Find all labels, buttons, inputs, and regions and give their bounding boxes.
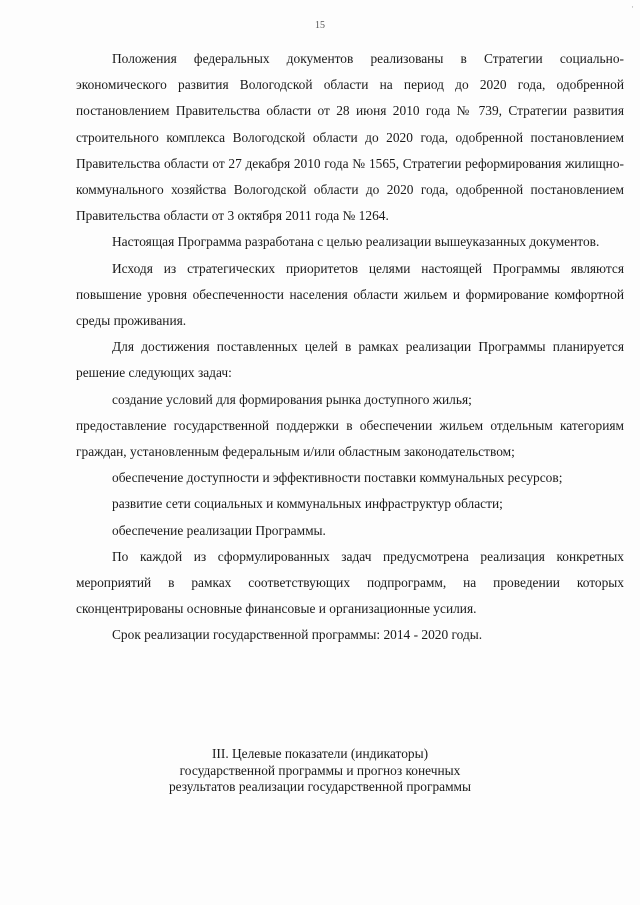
section-heading-line-2: государственной программы и прогноз конечных	[179, 762, 461, 778]
page-number: 15	[315, 20, 325, 31]
paragraph-program-goals: Исходя из стратегических приоритетов целями настоящей Программы являются повышение уровня обеспеченности населения области жильем и формирование комфортной среды проживания.	[76, 260, 624, 329]
paragraph-tasks-intro: Для достижения поставленных целей в рамках реализации Программы планируется решение следующих задач:	[76, 339, 624, 381]
task-item-infrastructure: развитие сети социальных и коммунальных инфраструктур области;	[112, 496, 503, 512]
paragraph-subprogram-measures: По каждой из сформулированных задач предусмотрена реализация конкретных мероприятий в рамках соответствующих подпрограмм, на проведении которых сконцентрированы основные финансовые и организационные усилия.	[76, 548, 624, 617]
body-text	[76, 46, 624, 649]
task-item-affordable-housing: создание условий для формирования рынка доступного жилья;	[112, 391, 472, 407]
corner-mark: ·	[631, 2, 634, 12]
paragraph-program-purpose: Настоящая Программа разработана с целью реализации вышеуказанных документов.	[112, 234, 600, 250]
paragraph-implementation-period: Срок реализации государственной программы: 2014 - 2020 годы.	[112, 627, 483, 643]
section-heading-line-1: III. Целевые показатели (индикаторы)	[211, 746, 429, 761]
section-heading-line-3: результатов реализации государственной программы	[168, 779, 472, 794]
task-item-program-implementation: обеспечение реализации Программы.	[112, 522, 326, 538]
task-item-utility-resources: обеспечение доступности и эффективности поставки коммунальных ресурсов;	[112, 470, 563, 486]
paragraph-federal-documents: Положения федеральных документов реализованы в Стратегии социально-экономического развития Вологодской области на период до 2020 года, одобренной постановлением Правительства области от 28 июня 2010 года № 739, Стратегии развития строительного комплекса Вологодской области до 2020 года, одобренной постановлением Правительства области от 27 декабря 2010 года № 1565, Стратегии реформирования жилищно-коммунального хозяйства Вологодской области до 2020 года, одобренной постановлением Правительства области от 3 октября 2011 года № 1264.	[76, 51, 624, 224]
section-heading	[70, 746, 570, 796]
task-item-state-support: предоставление государственной поддержки в обеспечении жильем отдельным категориям граждан, установленным федеральным и/или областным законодательством;	[76, 417, 624, 460]
